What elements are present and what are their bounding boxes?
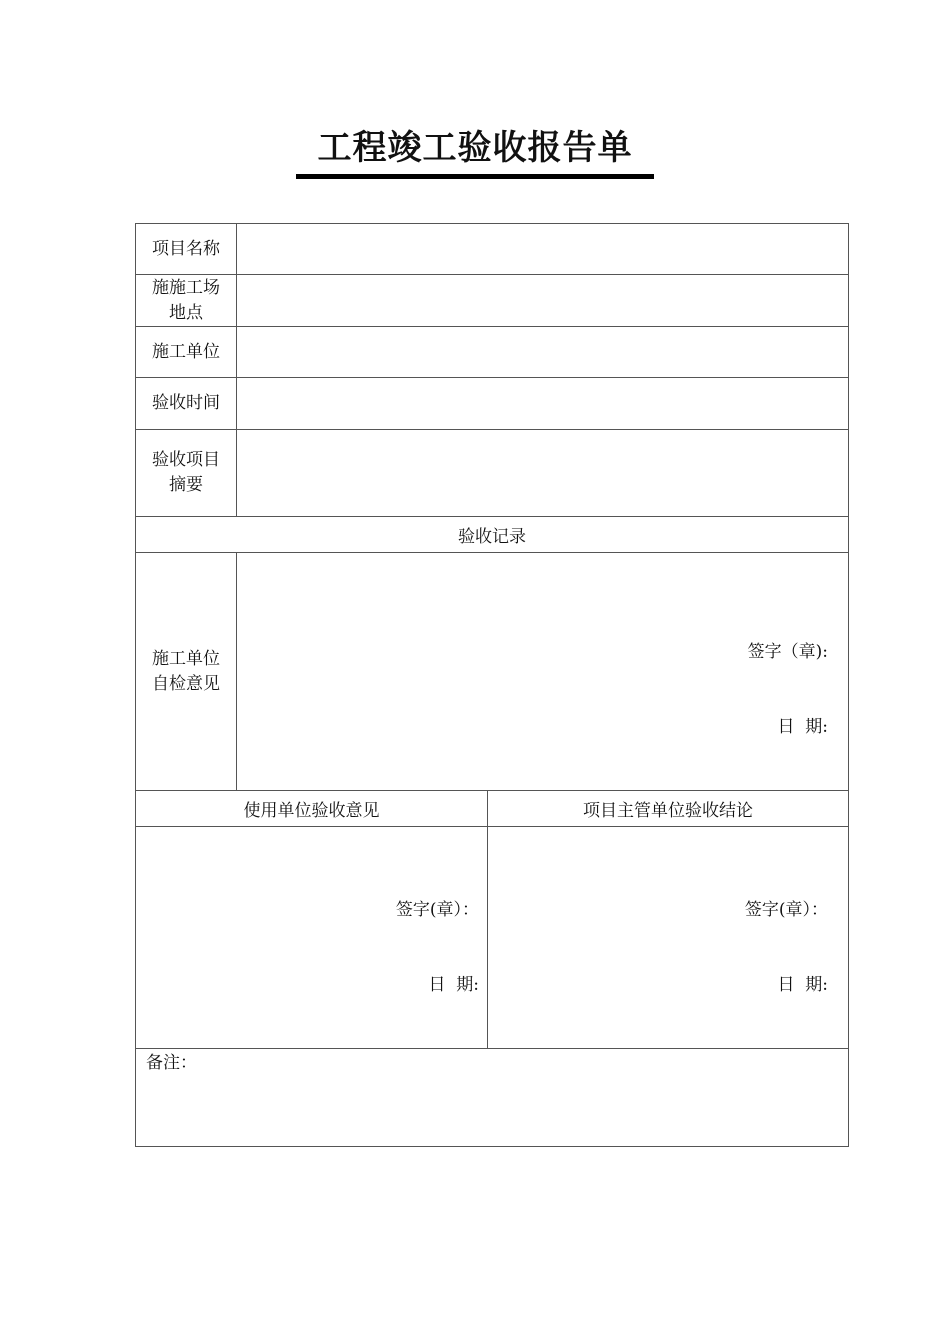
row-record-header <box>136 517 849 553</box>
self-inspection-label <box>136 553 237 791</box>
summary-label-line2: 摘要 <box>169 475 203 495</box>
row-self-inspection <box>136 553 849 791</box>
acceptance-time-value[interactable] <box>237 378 849 430</box>
row-opinions <box>136 827 849 1049</box>
row-project-name <box>136 224 849 275</box>
summary-label-line1: 验收项目 <box>152 450 220 470</box>
row-remarks <box>136 1049 849 1147</box>
remarks-cell[interactable] <box>136 1049 849 1147</box>
authority-conclusion-date-label: 日 期: <box>777 975 828 995</box>
row-summary <box>136 430 849 517</box>
site-label-line1: 施施工场 <box>152 277 220 298</box>
construction-unit-label: 施工单位 <box>136 327 237 378</box>
authority-conclusion-signature-block <box>745 848 828 1048</box>
summary-label <box>136 430 237 517</box>
project-name-value[interactable] <box>237 224 849 275</box>
acceptance-time-label: 验收时间 <box>136 378 237 430</box>
self-inspection-signature-block <box>748 590 828 790</box>
acceptance-form-table <box>135 223 849 1147</box>
user-opinion-header: 使用单位验收意见 <box>136 791 488 827</box>
self-inspection-date-label: 日 期: <box>777 717 828 737</box>
authority-conclusion-header: 项目主管单位验收结论 <box>488 791 849 827</box>
user-opinion-date-label: 日 期: <box>428 975 479 995</box>
remarks-label: 备注： <box>146 1053 197 1073</box>
authority-conclusion-value[interactable] <box>488 827 849 1049</box>
user-opinion-value[interactable] <box>136 827 488 1049</box>
authority-conclusion-sign-label: 签字(章）： <box>744 900 828 920</box>
site-value[interactable] <box>237 275 849 327</box>
site-label <box>136 275 237 327</box>
site-label-line2: 地点 <box>169 302 203 323</box>
page-title: 工程竣工验收报告单 <box>317 128 633 168</box>
summary-value[interactable] <box>237 430 849 517</box>
user-opinion-sign-label: 签字(章）： <box>395 900 479 920</box>
row-opinion-headers <box>136 791 849 827</box>
row-construction-unit <box>136 327 849 378</box>
self-inspection-sign-label: 签字（章): <box>747 642 828 662</box>
user-opinion-signature-block <box>396 848 479 1048</box>
self-inspection-label-line1: 施工单位 <box>152 648 220 669</box>
self-inspection-value[interactable] <box>237 553 849 791</box>
construction-unit-value[interactable] <box>237 327 849 378</box>
title-underline <box>296 174 654 179</box>
self-inspection-label-line2: 自检意见 <box>152 673 220 694</box>
record-header: 验收记录 <box>136 517 849 553</box>
project-name-label: 项目名称 <box>136 224 237 275</box>
row-site <box>136 275 849 327</box>
row-acceptance-time <box>136 378 849 430</box>
